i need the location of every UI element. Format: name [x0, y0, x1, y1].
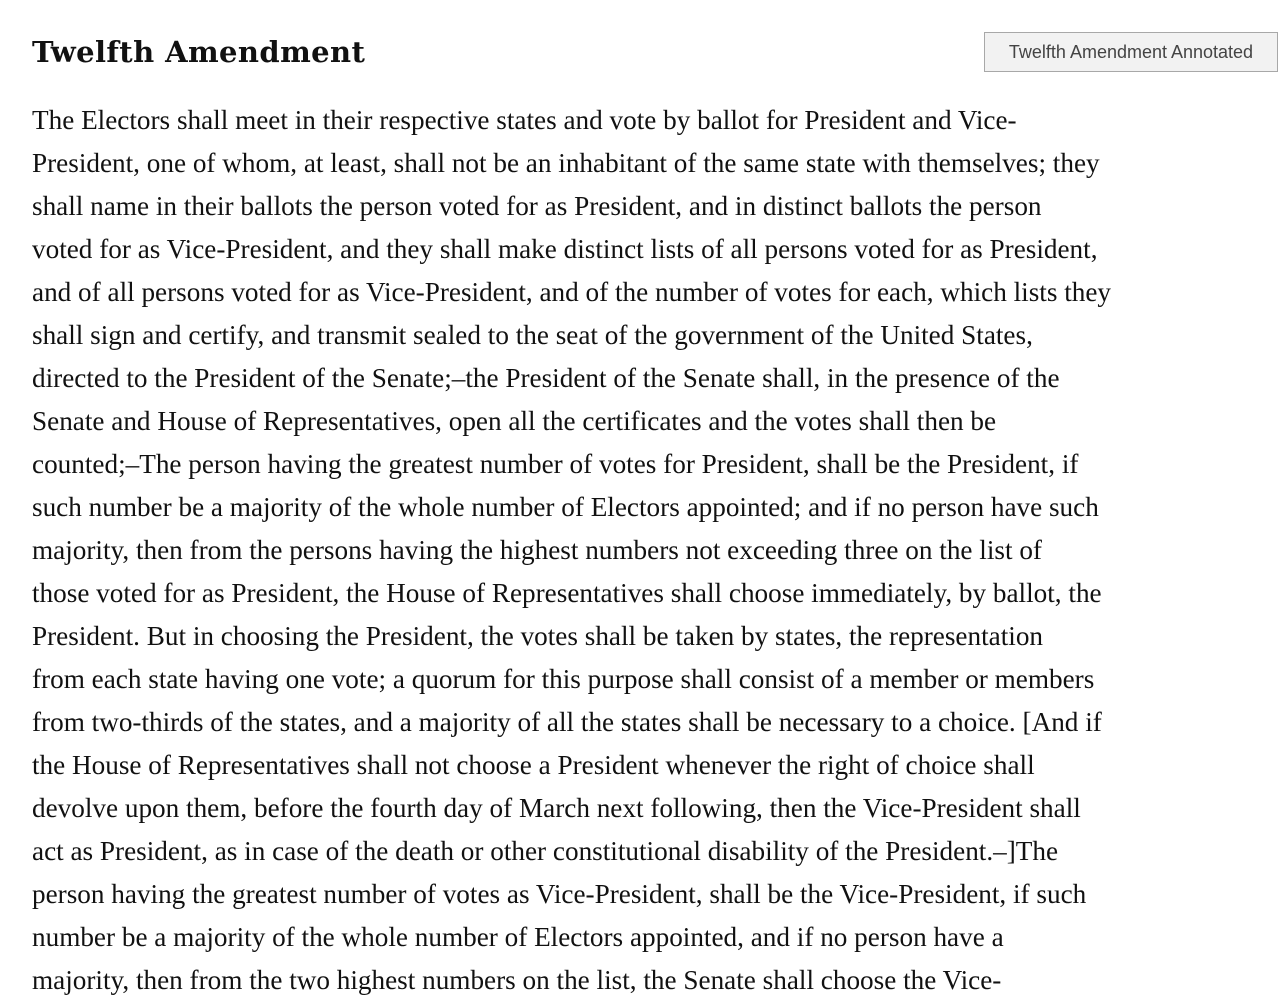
text-line: devolve upon them, before the fourth day of March next following, then the Vice-President shall: [32, 793, 1081, 823]
page-title: Twelfth Amendment: [32, 35, 366, 69]
text-line: counted;–The person having the greatest number of votes for President, shall be the President, if: [32, 449, 1079, 479]
text-line: majority, then from the two highest numbers on the list, the Senate shall choose the Vice-: [32, 965, 1002, 995]
text-line: shall name in their ballots the person voted for as President, and in distinct ballots the person: [32, 191, 1042, 221]
text-line: President. But in choosing the President, the votes shall be taken by states, the representation: [32, 621, 1044, 651]
text-line: directed to the President of the Senate;–the President of the Senate shall, in the presence of the: [32, 363, 1060, 393]
text-line: from two-thirds of the states, and a majority of all the states shall be necessary to a choice. [And if: [32, 707, 1102, 737]
text-line: and of all persons voted for as Vice-President, and of the number of votes for each, which lists they: [32, 277, 1112, 307]
text-line: act as President, as in case of the death or other constitutional disability of the President.–]The: [32, 836, 1059, 866]
text-line: person having the greatest number of votes as Vice-President, shall be the Vice-President, if such: [32, 879, 1087, 909]
annotated-link-button[interactable]: Twelfth Amendment Annotated: [984, 32, 1278, 72]
text-line: shall sign and certify, and transmit sealed to the seat of the government of the United States,: [32, 320, 1033, 350]
text-line: majority, then from the persons having the highest numbers not exceeding three on the list of: [32, 535, 1042, 565]
text-line: voted for as Vice-President, and they shall make distinct lists of all persons voted for as President,: [32, 234, 1098, 264]
text-line: number be a majority of the whole number of Electors appointed, and if no person have a: [32, 922, 1004, 952]
text-line: President, one of whom, at least, shall not be an inhabitant of the same state with themselves; they: [32, 148, 1100, 178]
text-line: those voted for as President, the House of Representatives shall choose immediately, by ballot, the: [32, 578, 1102, 608]
text-line: The Electors shall meet in their respective states and vote by ballot for President and Vice-: [32, 105, 1017, 135]
text-line: from each state having one vote; a quorum for this purpose shall consist of a member or members: [32, 664, 1095, 694]
text-line: Senate and House of Representatives, open all the certificates and the votes shall then be: [32, 406, 997, 436]
text-line: such number be a majority of the whole number of Electors appointed; and if no person have such: [32, 492, 1099, 522]
amendment-text: [32, 99, 1270, 1002]
text-line: the House of Representatives shall not choose a President whenever the right of choice shall: [32, 750, 1035, 780]
